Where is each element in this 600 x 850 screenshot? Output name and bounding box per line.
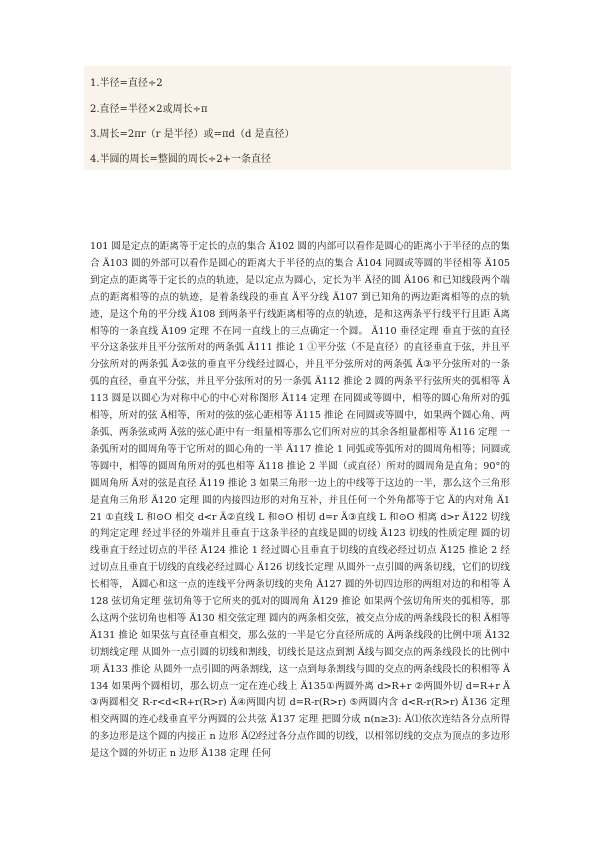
formula-box — [84, 66, 511, 170]
formula-semicircle-perimeter: 4.半圆的周长=整圆的周长÷2+一条直径 — [90, 154, 272, 165]
theorem-paragraph: 101 圆是定点的距离等于定长的点的集合 Ä102 圆的内部可以看作是圆心的距离小于半径的点的集合 Ä103 圆的外部可以看作是圆心的距离大于半径的点的集合 Ä104 同圆或等圆的半径相等 Ä105 到定点的距离等于定长的点的轨迹，是以定点为圆心，定长为半 Ä径的圆 Ä106 和已知线段两个端点的距离相等的点的轨迹，是着条线段的垂直 Ä平分线 Ä107 到已知角的两边距离相等的点的轨迹，是这个角的平分线 Ä108 到两条平行线距离相等的点的轨迹，是和这两条平行线平行且距 Ä离相等的一条直线 Ä109 定理 不在同一直线上的三点确定一个圆。 Ä110 垂径定理 垂直于弦的直径平分这条弦并且平分弦所对的两条弧 Ä111 推论 1 ①平分弦（不是直径）的直径垂直于弦，并且平分弦所对的两条弧 Ä②弦的垂直平分线经过圆心，并且平分弦所对的两条弧 Ä③平分弦所对的一条弧的直径，垂直平分弦，并且平分弦所对的另一条弧 Ä112 推论 2 圆的两条平行弦所夹的弧相等 Ä113 圆是以圆心为对称中心的中心对称图形 Ä114 定理 在同圆或等圆中，相等的圆心角所对的弧相等，所对的弦 Ä相等，所对的弦的弦心距相等 Ä115 推论 在同圆或等圆中，如果两个圆心角、两条弧、两条弦或两 Ä弦的弦心距中有一组量相等那么它们所对应的其余各组量都相等 Ä116 定理 一条弧所对的圆周角等于它所对的圆心角的一半 Ä117 推论 1 同弧或等弧所对的圆周角相等；同圆或等圆中，相等的圆周角所对的弧也相等 Ä118 推论 2 半圆（或直径）所对的圆周角是直角；90°的圆周角所 Ä对的弦是直径 Ä119 推论 3 如果三角形一边上的中线等于这边的一半，那么这个三角形是直角三角形 Ä120 定理 圆的内接四边形的对角互补，并且任何一个外角都等于它 Ä的内对角 Ä121 ①直线 L 和⊙O 相交 d<r Ä②直线 L 和⊙O 相切 d=r Ä③直线 L 和⊙O 相离 d>r Ä122 切线的判定定理 经过半径的外端并且垂直于这条半径的直线是圆的切线 Ä123 切线的性质定理 圆的切线垂直于经过切点的半径 Ä124 推论 1 经过圆心且垂直于切线的直线必经过切点 Ä125 推论 2 经过切点且垂直于切线的直线必经过圆心 Ä126 切线长定理 从圆外一点引圆的两条切线，它们的切线长相等， Ä圆心和这一点的连线平分两条切线的夹角 Ä127 圆的外切四边形的两组对边的和相等 Ä128 弦切角定理 弦切角等于它所夹的弧对的圆周角 Ä129 推论 如果两个弦切角所夹的弧相等，那么这两个弦切角也相等 Ä130 相交弦定理 圆内的两条相交弦，被交点分成的两条线段长的积 Ä相等 Ä131 推论 如果弦与直径垂直相交，那么弦的一半是它分直径所成的 Ä两条线段的比例中项 Ä132 切割线定理 从圆外一点引圆的切线和割线，切线长是这点到割 Ä线与圆交点的两条线段长的比例中项 Ä133 推论 从圆外一点引圆的两条割线，这一点到每条割线与圆的交点的两条线段长的积相等 Ä134 如果两个圆相切，那么切点一定在连心线上 Ä135①两圆外离 d>R+r ②两圆外切 d=R+r Ä③两圆相交 R-r<d<R+r(R>r) Ä④两圆内切 d=R-r(R>r) ⑤两圆内含 d<R-r(R>r) Ä136 定理 相交两圆的连心线垂直平分两圆的公共弦 Ä137 定理 把圆分成 n(n≥3): Ä⑴依次连结各分点所得的多边形是这个圆的内接正 n 边形 Ä⑵经过各分点作圆的切线，以相邻切线的交点为顶点的多边形是这个圆的外切正 n 边形 Ä138 定理 任何 — [90, 241, 510, 760]
formula-circumference: 3.周长=2πr（r 是半径）或=πd（d 是直径） — [90, 129, 295, 140]
formula-diameter: 2.直径=半径×2或周长÷π — [90, 104, 208, 115]
formula-radius: 1.半径=直径÷2 — [90, 78, 163, 89]
